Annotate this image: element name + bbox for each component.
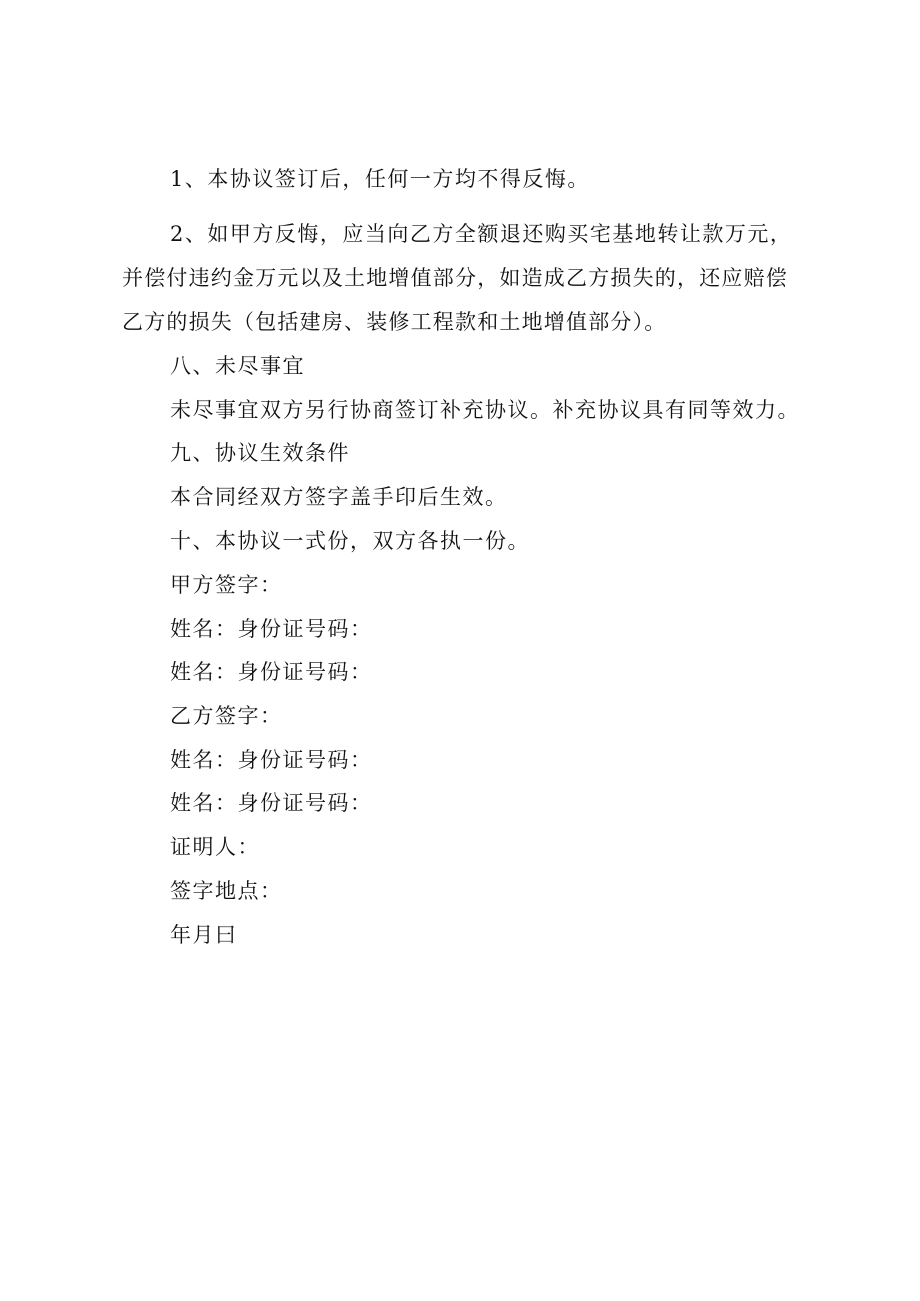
- section-9-heading: 九、协议生效条件: [170, 441, 350, 465]
- witness-label: 证明人：: [170, 835, 260, 859]
- date-label: 年月曰: [170, 923, 238, 947]
- section-9-body: 本合同经双方签字盖手印后生效。: [170, 485, 508, 509]
- party-b-row-1: 姓名：身份证号码：: [170, 748, 373, 772]
- party-b-row-2: 姓名：身份证号码：: [170, 791, 373, 815]
- section-8-body: 未尽事宜双方另行协商签订补充协议。补充协议具有同等效力。: [170, 398, 800, 422]
- clause-2-line-3: 乙方的损失（包括建房、装修工程款和土地增值部分）。: [122, 310, 667, 334]
- section-8-heading: 八、未尽事宜: [170, 354, 305, 378]
- section-10: 十、本协议一式份，双方各执一份。: [170, 529, 530, 553]
- party-b-signature-label: 乙方签字：: [170, 704, 283, 728]
- clause-2-line-2: 并偿付违约金万元以及土地增值部分，如造成乙方损失的，还应赔偿: [122, 266, 788, 290]
- signing-place-label: 签字地点：: [170, 879, 283, 903]
- clause-1: 1、本协议签订后，任何一方均不得反悔。: [170, 167, 590, 191]
- party-a-row-2: 姓名：身份证号码：: [170, 660, 373, 684]
- clause-2-line-1: 2、如甲方反悔，应当向乙方全额退还购买宅基地转让款万元，: [170, 222, 793, 246]
- party-a-row-1: 姓名：身份证号码：: [170, 617, 373, 641]
- party-a-signature-label: 甲方签字：: [170, 573, 283, 597]
